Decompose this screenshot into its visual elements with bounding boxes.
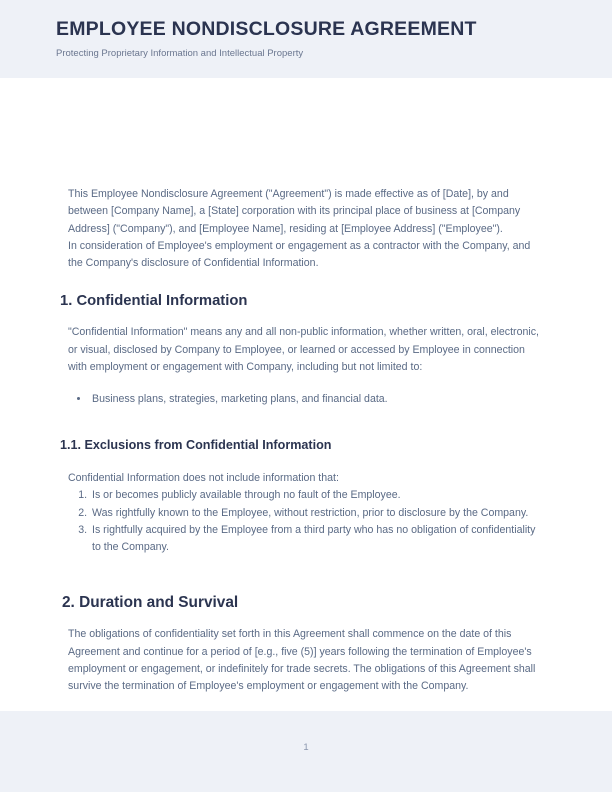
- subsection-1-1-paragraph: Confidential Information does not include information that:: [68, 471, 339, 484]
- intro-block: [68, 186, 546, 284]
- document-body: [0, 78, 612, 711]
- section-heading-confidential-information: 1. Confidential Information: [60, 293, 248, 309]
- document-header: [0, 0, 612, 78]
- list-item: • Business plans, strategies, marketing plans, and financial data.: [90, 391, 544, 408]
- intro-paragraph-1: This Employee Nondisclosure Agreement ("Agreement") is made effective as of [Date], by and between [Company Name], a [State] corporation with its principal place of business at [Company Address] ("Company"), and [Employee Name], residing at [Employee Address] ("Employee").: [68, 188, 521, 235]
- intro-paragraph-2: In consideration of Employee's employment or engagement as a contractor with the Company, and the Company's disclosure of Confidential Information.: [68, 239, 531, 270]
- page-subtitle: Protecting Proprietary Information and Intellectual Property: [56, 48, 304, 60]
- list-item: 1. Is or becomes publicly available through no fault of the Employee.: [90, 487, 544, 504]
- page-title: EMPLOYEE NONDISCLOSURE AGREEMENT: [56, 18, 477, 40]
- spacer: [0, 557, 612, 593]
- section-1-paragraph: "Confidential Information" means any and all non-public information, whether written, oral, electronic, or visual, disclosed by Company to Employee, or learned or accessed by Employee in connection with employment or engagement with Company, including but not limited to:: [68, 326, 539, 374]
- subsection-1-1-numbered-list: [0, 487, 612, 557]
- list-item: 2. Was rightfully known to the Employee, without restriction, prior to disclosure by the Company.: [90, 505, 544, 522]
- spacer: [0, 377, 612, 391]
- section-1-bullet-list: [0, 391, 612, 408]
- spacer: [0, 408, 612, 438]
- page-number: 1: [303, 742, 309, 753]
- subsection-heading-exclusions: 1.1. Exclusions from Confidential Information: [60, 438, 332, 453]
- document-content: [0, 292, 612, 696]
- section-2-paragraph: The obligations of confidentiality set forth in this Agreement shall commence on the date of this Agreement and continue for a period of [e.g., five (5)] years following the termination of Employee's employment or engagement, or indefinitely for trade secrets. The obligations of this Agreement shall survive the termination of Employee's employment or engagement with the Company.: [68, 628, 536, 693]
- section-heading-duration-and-survival: 2. Duration and Survival: [62, 593, 239, 611]
- document-footer: [0, 711, 612, 792]
- list-item: 3. Is rightfully acquired by the Employee from a third party who has no obligation of confidentiality to the Company.: [90, 522, 544, 557]
